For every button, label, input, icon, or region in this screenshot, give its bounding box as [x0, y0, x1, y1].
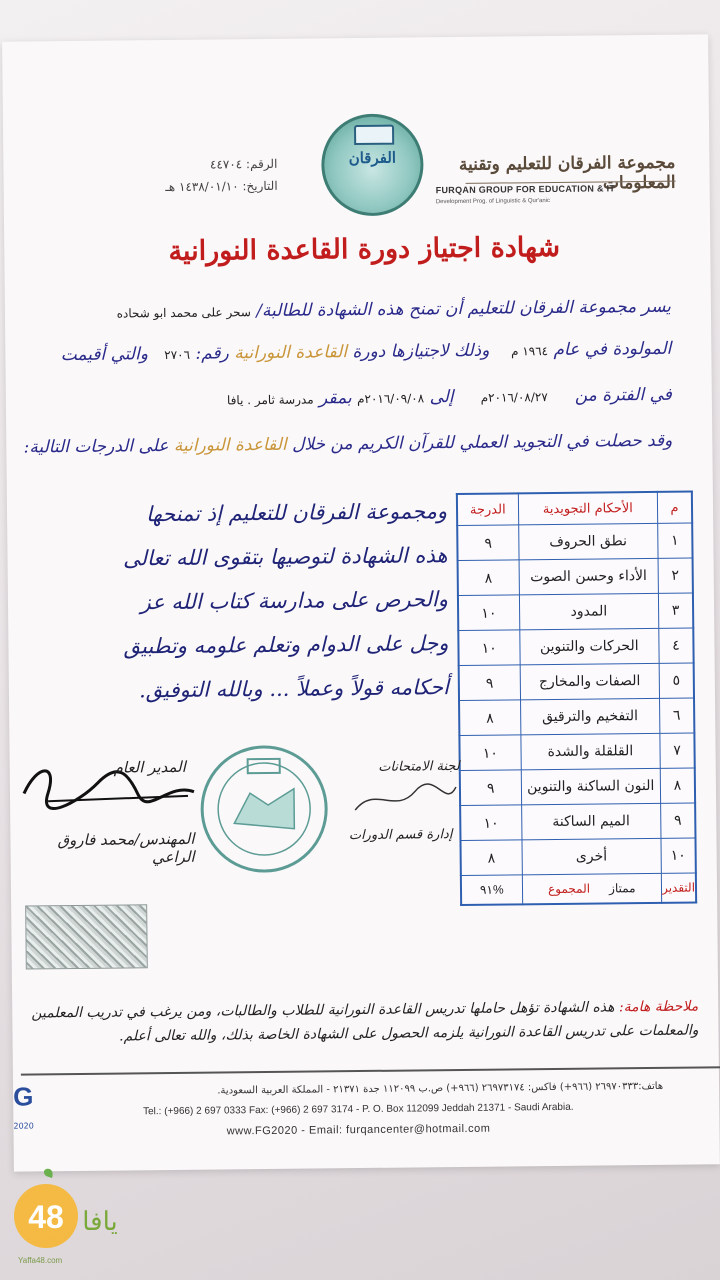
row-grade: ١٠	[458, 630, 519, 666]
watermark-site: Yaffa48.com	[18, 1256, 63, 1265]
row-rule: نطق الحروف	[518, 523, 658, 559]
row-rule: المدود	[519, 593, 659, 629]
row-grade: ٩	[459, 665, 520, 701]
yaffa48-watermark-logo	[8, 1166, 128, 1266]
number-label: رقم:	[195, 343, 229, 364]
to-label: إلى	[429, 387, 454, 408]
row-number: ٤	[659, 628, 694, 663]
total-value: %٩١	[461, 875, 522, 905]
courses-department-label: إدارة قسم الدورات	[348, 827, 453, 844]
row-number: ٦	[660, 698, 695, 733]
row-grade: ١٠	[460, 805, 521, 841]
course-name-repeat: القاعدة النورانية	[173, 434, 287, 456]
grade-label: التقدير	[661, 873, 696, 903]
table-row	[459, 663, 694, 700]
row-number: ٨	[660, 768, 695, 803]
org-development-line: Development Prog. of Linguistic & Qur'anic	[435, 197, 551, 206]
org-name-english: FURQAN GROUP FOR EDUCATION & IT	[435, 183, 616, 196]
logo-text: الفرقان	[348, 148, 397, 168]
row-number: ١	[658, 523, 693, 558]
row-number: ٢	[658, 558, 693, 593]
fg2020-logo: G	[12, 1081, 34, 1112]
reference-number: الرقم: ٤٤٧٠٤	[209, 156, 278, 172]
watermark-number: 48	[28, 1199, 64, 1235]
reference-date: التاريخ: ١٤٣٨/٠١/١٠ هـ	[165, 178, 278, 195]
venue-label: بمقر	[318, 388, 352, 409]
watermark-script: يافا	[82, 1207, 118, 1237]
grades-table	[456, 491, 697, 906]
venue: مدرسة ثامر . يافا	[226, 392, 314, 408]
body-line-2	[31, 339, 671, 366]
grade-value: ممتاز	[609, 881, 636, 896]
footer-contact-english: Tel.: (+966) 2 697 0333 Fax: (+966) 2 697 3174 - P. O. Box 112099 Jeddah 21371 - Saudi Arabia.	[143, 1101, 574, 1118]
grades-intro: على الدرجات التالية:	[23, 436, 169, 458]
exam-committee-label: لجنة الامتحانات	[378, 758, 460, 775]
date-to: ٢٠١٦/٠٩/٠٨م	[356, 391, 425, 407]
note-label: ملاحظة هامة:	[618, 998, 699, 1016]
row-grade: ٩	[457, 525, 518, 561]
footer-contact-arabic: هاتف:٢٦٩٧٠٣٣٣ (٩٦٦+) فاكس: ٢٦٩٧٣١٧٤ (٩٦٦+) ص.ب ١١٢٠٩٩ جدة ٢١٣٧١ - المملكة العربية السعودية.	[217, 1080, 664, 1097]
table-row	[459, 698, 694, 735]
body-line-3	[32, 385, 672, 412]
certificate-title: شهادة اجتياز دورة القاعدة النورانية	[168, 231, 561, 267]
total-label: المجموع	[547, 881, 591, 897]
general-manager-name: المهندس/محمد فاروق الراعي	[57, 829, 195, 867]
birth-year: ١٩٦٤ م	[510, 344, 549, 359]
header-grade: الدرجة	[457, 493, 518, 525]
table-row	[460, 768, 695, 805]
course-label: وذلك لاجتيازها دورة	[352, 340, 490, 363]
table-row	[458, 593, 693, 630]
footer-web-email: www.FG2020 - Email: furqancenter@hotmail.com	[226, 1122, 491, 1138]
row-rule: الميم الساكنة	[521, 803, 661, 839]
table-row	[459, 733, 694, 770]
date-from: ٢٠١٦/٠٨/٢٧م	[480, 390, 548, 405]
table-row	[460, 838, 695, 875]
period-label: في الفترة من	[574, 384, 672, 406]
row-number: ٧	[660, 733, 695, 768]
table-row	[458, 558, 693, 595]
row-grade: ٨	[460, 840, 521, 876]
row-number: ٣	[658, 593, 693, 628]
note-text: هذه الشهادة تؤهل حاملها تدريس القاعدة النورانية للطلاب والطالبات، ومن يرغب في تدريب المعلمين والمعلمات على تدريس القاعدة النورانية يلزمه الحصول على الشهادة الخاصة بذلك، والله تعالى أعلم.	[31, 999, 699, 1045]
row-rule: أخرى	[522, 838, 662, 874]
tajweed-text: وقد حصلت في التجويد العملي للقرآن الكريم من خلال	[291, 430, 673, 455]
row-rule: الحركات والتنوين	[519, 628, 659, 664]
fg2020-year: 2020	[13, 1121, 34, 1131]
reference-block	[127, 153, 277, 199]
table-header-row	[457, 492, 692, 526]
official-stamp	[197, 742, 330, 875]
student-name: سحر على محمد ابو شحاده	[116, 305, 251, 321]
course-number: ٢٧٠٦	[164, 347, 191, 363]
general-manager-title: المدير العام	[113, 757, 186, 777]
important-note	[0, 994, 699, 1049]
table-footer-row	[461, 873, 696, 905]
table-row	[460, 803, 695, 840]
advice-paragraph: ومجموعة الفرقان للتعليم إذ تمنحها هذه الشهادة لتوصيها بتقوى الله تعالى والحرص على مدارسة كتاب الله عز وجل على الدوام وتعلم علومه وتطبيق أحكامه قولاً وعملاً ... وبالله التوفيق.	[122, 499, 450, 703]
row-grade: ٨	[458, 560, 519, 596]
born-label: المولودة في عام	[553, 338, 672, 360]
granting-text: يسر مجموعة الفرقان للتعليم أن تمنح هذه الشهادة للطالبة/	[256, 296, 672, 322]
footer-divider	[21, 1066, 720, 1075]
body-line-4	[12, 431, 672, 458]
row-number: ٩	[661, 803, 696, 838]
row-number: ٥	[659, 663, 694, 698]
table-row	[458, 628, 693, 665]
course-name: القاعدة النورانية	[234, 342, 348, 364]
row-grade: ٨	[459, 700, 520, 736]
certificate-paper	[2, 34, 720, 1171]
hologram-seal	[25, 904, 148, 969]
row-grade: ٩	[460, 770, 521, 806]
body-line-1	[31, 297, 671, 324]
held-label: والتي أقيمت	[60, 344, 149, 366]
furqan-logo	[321, 113, 424, 216]
org-name-arabic: مجموعة الفرقان للتعليم وتقنية المعلومات	[458, 152, 676, 194]
header-number: م	[657, 492, 692, 524]
row-number: ١٠	[661, 838, 696, 873]
book-icon	[354, 125, 394, 145]
row-grade: ١٠	[458, 595, 519, 631]
committee-signature	[350, 779, 460, 820]
row-rule: التفخيم والترقيق	[520, 698, 660, 734]
table-row	[457, 523, 692, 560]
row-grade: ١٠	[459, 735, 520, 771]
row-rule: القلقلة والشدة	[520, 733, 660, 769]
row-rule: الصفات والمخارج	[520, 663, 660, 699]
total-cell	[522, 873, 662, 904]
header-rule: الأحكام التجويدية	[518, 492, 658, 525]
row-rule: النون الساكنة والتنوين	[521, 768, 661, 804]
row-rule: الأداء وحسن الصوت	[519, 558, 659, 594]
